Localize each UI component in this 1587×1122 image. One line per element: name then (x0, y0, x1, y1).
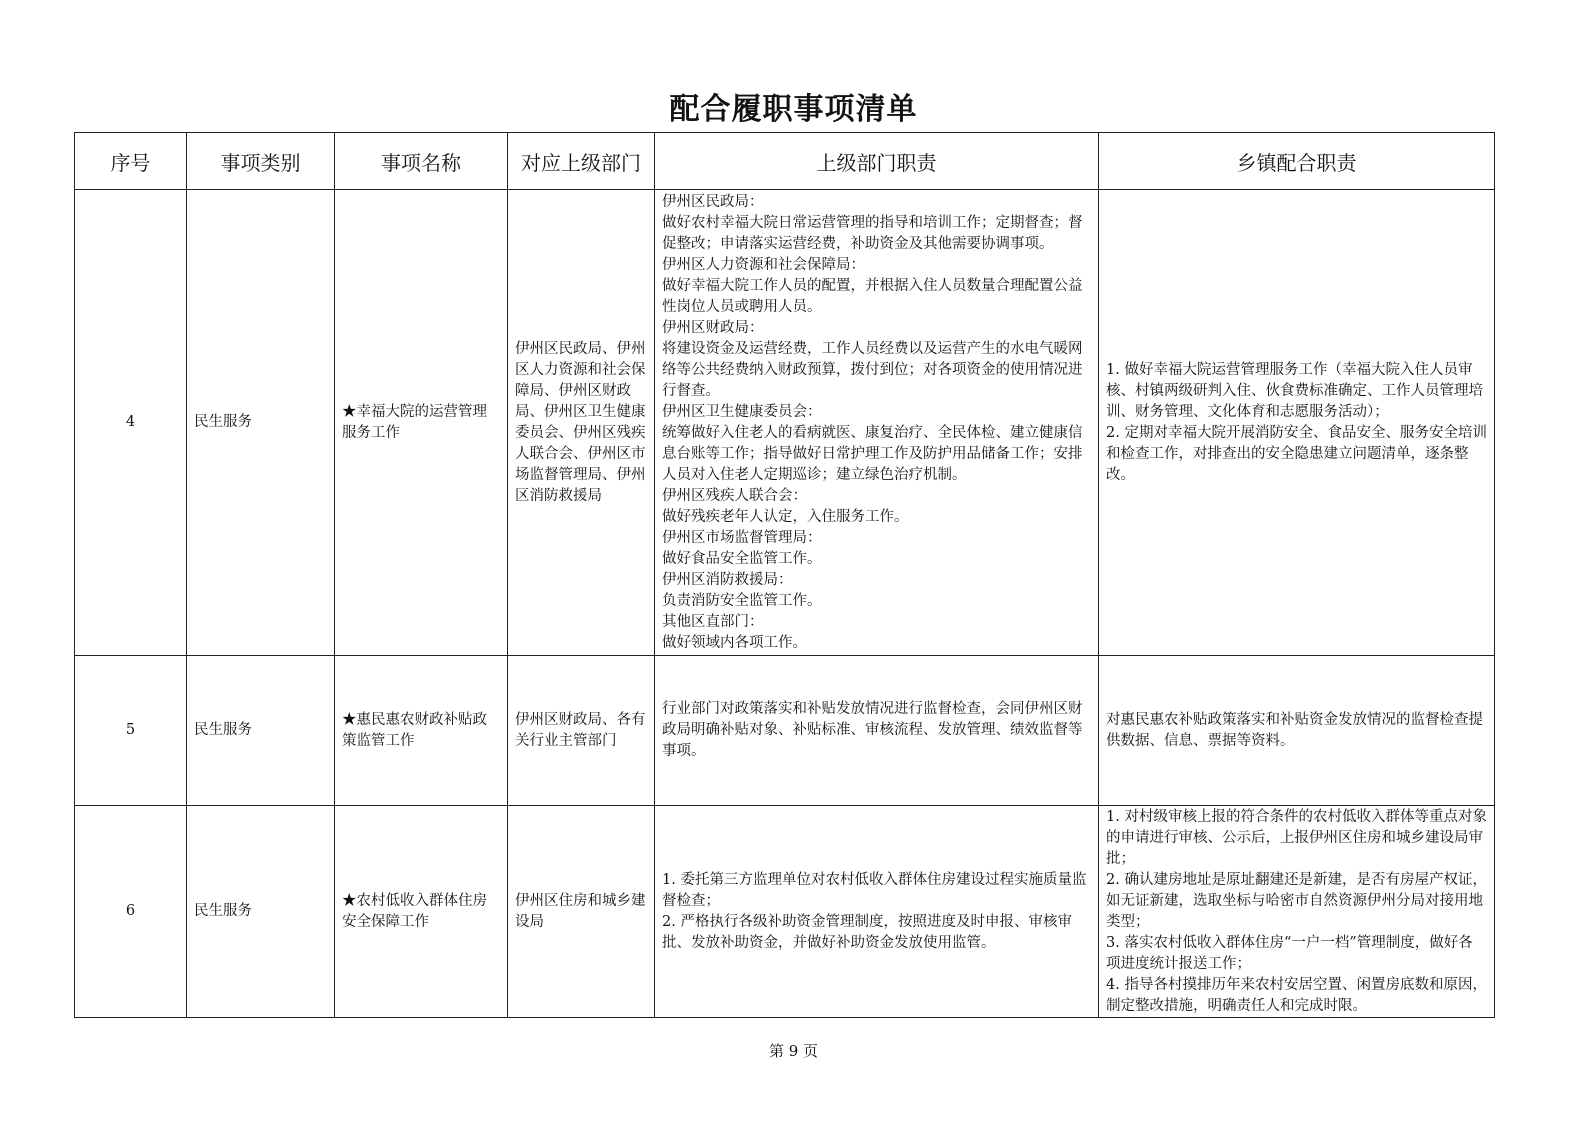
cell-item-name: ★幸福大院的运营管理服务工作 (335, 190, 508, 656)
header-item-name: 事项名称 (335, 133, 508, 190)
page-title: 配合履职事项清单 (669, 92, 918, 127)
cell-town-duty: 对惠民惠农补贴政策落实和补贴资金发放情况的监督检查提供数据、信息、票据等资料。 (1099, 656, 1495, 806)
header-town-duty: 乡镇配合职责 (1099, 133, 1495, 190)
header-dept-duty: 上级部门职责 (655, 133, 1099, 190)
page-number: 第 9 页 (768, 1042, 819, 1060)
cell-dept: 伊州区住房和城乡建设局 (508, 806, 655, 1018)
cell-category: 民生服务 (187, 656, 335, 806)
cell-item-name: ★惠民惠农财政补贴政策监管工作 (335, 656, 508, 806)
header-dept: 对应上级部门 (508, 133, 655, 190)
cell-seq: 6 (75, 806, 187, 1018)
table-row (75, 656, 1495, 806)
header-row (75, 133, 1495, 190)
cell-dept-duty: 1. 委托第三方监理单位对农村低收入群体住房建设过程实施质量监督检查； 2. 严格执行各级补助资金管理制度，按照进度及时申报、审核审批、发放补助资金，并做好补助资金发放使用监管。 (655, 806, 1099, 1018)
header-category: 事项类别 (187, 133, 335, 190)
cell-town-duty: 1. 对村级审核上报的符合条件的农村低收入群体等重点对象的申请进行审核、公示后，上报伊州区住房和城乡建设局审批； 2. 确认建房地址是原址翻建还是新建，是否有房屋产权证，如无证新建，选取坐标与哈密市自然资源伊州分局对接用地类型； 3. 落实农村低收入群体住房“一户一档”管理制度，做好各项进度统计报送工作； 4. 指导各村摸排历年来农村安居空置、闲置房底数和原因，制定整改措施，明确责任人和完成时限。 (1099, 806, 1495, 1018)
cell-dept-duty: 行业部门对政策落实和补贴发放情况进行监督检查，会同伊州区财政局明确补贴对象、补贴标准、审核流程、发放管理、绩效监督等事项。 (655, 656, 1099, 806)
cell-dept: 伊州区财政局、各有关行业主管部门 (508, 656, 655, 806)
table-row (75, 806, 1495, 1018)
table-row (75, 190, 1495, 656)
cell-category: 民生服务 (187, 190, 335, 656)
cell-dept: 伊州区民政局、伊州区人力资源和社会保障局、伊州区财政局、伊州区卫生健康委员会、伊州区残疾人联合会、伊州区市场监督管理局、伊州区消防救援局 (508, 190, 655, 656)
cell-seq: 4 (75, 190, 187, 656)
duty-table (74, 132, 1495, 1018)
cell-dept-duty: 伊州区民政局： 做好农村幸福大院日常运营管理的指导和培训工作；定期督查；督促整改；申请落实运营经费，补助资金及其他需要协调事项。 伊州区人力资源和社会保障局： 做好幸福大院工作人员的配置，并根据入住人员数量合理配置公益性岗位人员或聘用人员。 伊州区财政局： 将建设资金及运营经费，工作人员经费以及运营产生的水电气暖网络等公共经费纳入财政预算，拨付到位；对各项资金的使用情况进行督查。 伊州区卫生健康委员会： 统筹做好入住老人的看病就医、康复治疗、全民体检、建立健康信息台账等工作；指导做好日常护理工作及防护用品储备工作；安排人员对入住老人定期巡诊；建立绿色治疗机制。 伊州区残疾人联合会： 做好残疾老年人认定，入住服务工作。 伊州区市场监督管理局： 做好食品安全监管工作。 伊州区消防救援局： 负责消防安全监管工作。 其他区直部门： 做好领域内各项工作。 (655, 190, 1099, 656)
cell-seq: 5 (75, 656, 187, 806)
cell-item-name: ★农村低收入群体住房安全保障工作 (335, 806, 508, 1018)
cell-town-duty: 1. 做好幸福大院运营管理服务工作（幸福大院入住人员审核、村镇两级研判入住、伙食费标准确定、工作人员管理培训、财务管理、文化体育和志愿服务活动）； 2. 定期对幸福大院开展消防安全、食品安全、服务安全培训和检查工作，对排查出的安全隐患建立问题清单，逐条整改。 (1099, 190, 1495, 656)
header-seq: 序号 (75, 133, 187, 190)
cell-category: 民生服务 (187, 806, 335, 1018)
